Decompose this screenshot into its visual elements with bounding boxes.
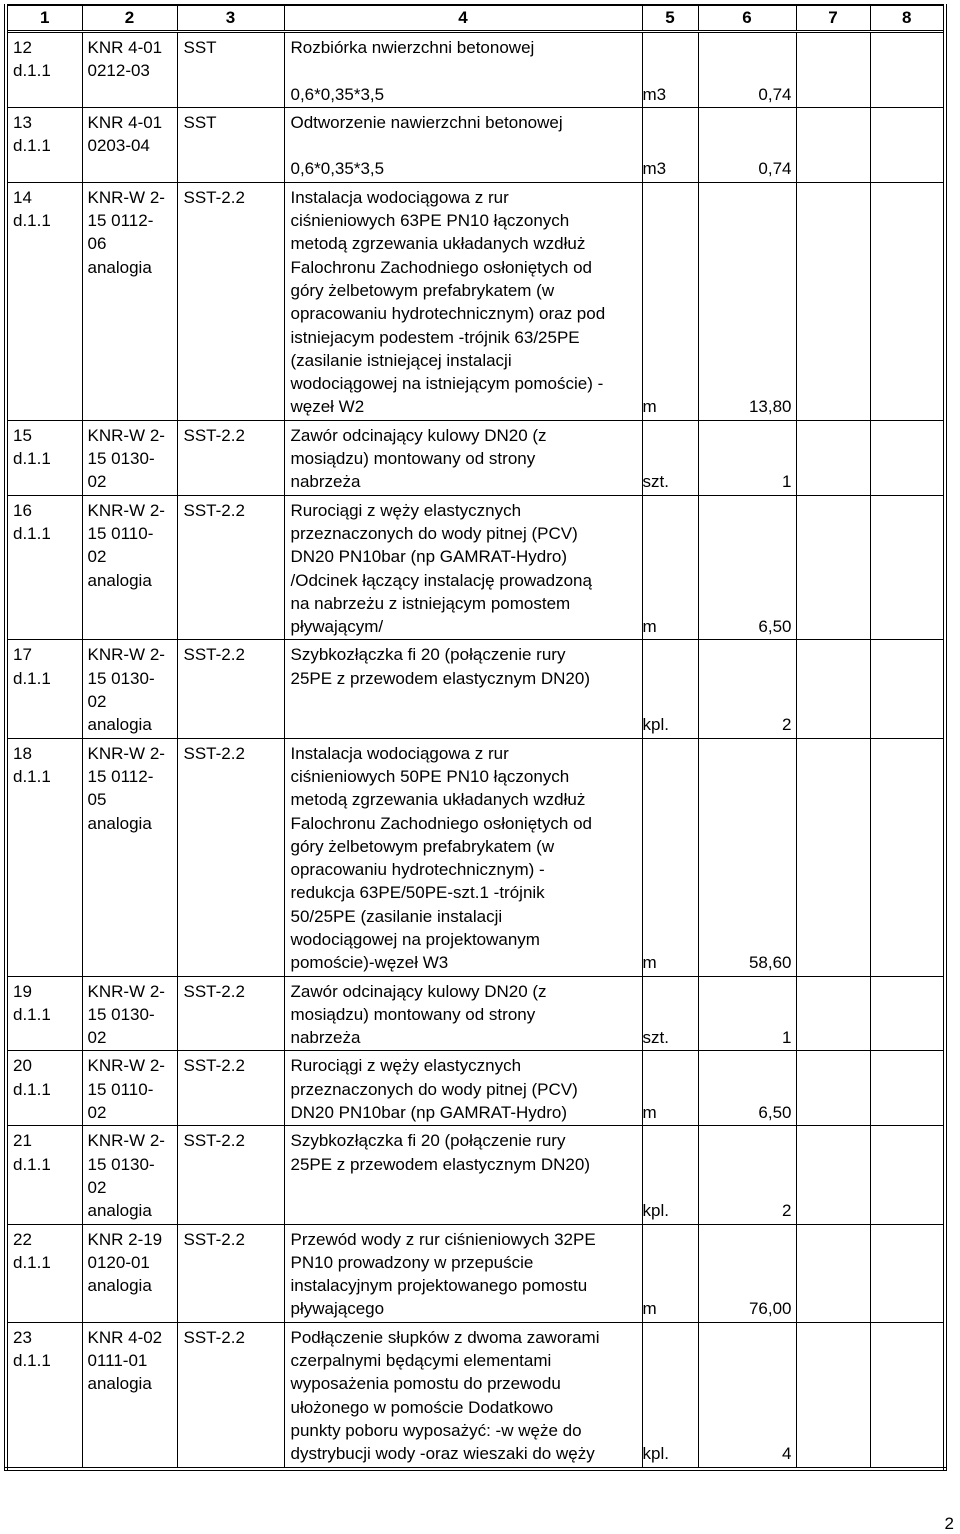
item-number: 15 d.1.1 bbox=[6, 420, 82, 495]
table-row bbox=[6, 32, 945, 108]
item-description: Przewód wody z rur ciśnieniowych 32PE PN10 prowadzony w przepuście instalacyjnym projektowanego pomostu pływającego bbox=[284, 1224, 642, 1322]
item-number: 20 d.1.1 bbox=[6, 1051, 82, 1126]
value-cell bbox=[870, 32, 945, 108]
item-description: Odtworzenie nawierzchni betonowej 0,6*0,35*3,5 bbox=[284, 107, 642, 182]
value-cell bbox=[870, 976, 945, 1051]
table-row bbox=[6, 1051, 945, 1126]
item-number: 14 d.1.1 bbox=[6, 182, 82, 420]
unit-of-measure: m bbox=[642, 495, 698, 640]
spec-code: SST-2.2 bbox=[177, 1322, 284, 1468]
spec-code: SST-2.2 bbox=[177, 976, 284, 1051]
column-header: 4 bbox=[284, 5, 642, 32]
pricing-basis: KNR 4-02 0111-01 analogia bbox=[82, 1322, 177, 1468]
column-header: 2 bbox=[82, 5, 177, 32]
page-number: 2 bbox=[944, 1514, 954, 1533]
item-description: Zawór odcinający kulowy DN20 (z mosiądzu) montowany od strony nabrzeża bbox=[284, 420, 642, 495]
item-number: 19 d.1.1 bbox=[6, 976, 82, 1051]
item-description: Szybkozłączka fi 20 (połączenie rury 25PE z przewodem elastycznym DN20) bbox=[284, 1126, 642, 1224]
item-description: Rurociągi z węży elastycznych przeznaczonych do wody pitnej (PCV) DN20 PN10bar (np GAMRAT-Hydro) /Odcinek łączący instalację prowadzoną na nabrzeżu z istniejącym pomostem pływającym/ bbox=[284, 495, 642, 640]
pricing-basis: KNR-W 2- 15 0110- 02 analogia bbox=[82, 495, 177, 640]
column-header: 8 bbox=[870, 5, 945, 32]
quantity: 0,74 bbox=[698, 107, 796, 182]
item-number: 16 d.1.1 bbox=[6, 495, 82, 640]
quantity: 58,60 bbox=[698, 738, 796, 976]
value-cell bbox=[870, 1322, 945, 1468]
pricing-basis: KNR-W 2- 15 0130- 02 analogia bbox=[82, 640, 177, 738]
table-row bbox=[6, 182, 945, 420]
quantity: 6,50 bbox=[698, 495, 796, 640]
item-number: 12 d.1.1 bbox=[6, 32, 82, 108]
unit-of-measure: kpl. bbox=[642, 1126, 698, 1224]
unit-of-measure: kpl. bbox=[642, 1322, 698, 1468]
quantity: 1 bbox=[698, 420, 796, 495]
column-number-row bbox=[6, 5, 945, 32]
item-description: Szybkozłączka fi 20 (połączenie rury 25PE z przewodem elastycznym DN20) bbox=[284, 640, 642, 738]
quantity: 0,74 bbox=[698, 32, 796, 108]
unit-price-cell bbox=[796, 420, 870, 495]
spec-code: SST-2.2 bbox=[177, 420, 284, 495]
unit-of-measure: m bbox=[642, 1224, 698, 1322]
item-number: 17 d.1.1 bbox=[6, 640, 82, 738]
spec-code: SST-2.2 bbox=[177, 1224, 284, 1322]
table-row bbox=[6, 1322, 945, 1468]
quantity: 13,80 bbox=[698, 182, 796, 420]
value-cell bbox=[870, 1224, 945, 1322]
spec-code: SST bbox=[177, 107, 284, 182]
item-number: 21 d.1.1 bbox=[6, 1126, 82, 1224]
item-number: 13 d.1.1 bbox=[6, 107, 82, 182]
pricing-basis: KNR-W 2- 15 0130- 02 analogia bbox=[82, 1126, 177, 1224]
value-cell bbox=[870, 107, 945, 182]
value-cell bbox=[870, 738, 945, 976]
column-header: 5 bbox=[642, 5, 698, 32]
table-row bbox=[6, 1224, 945, 1322]
quantity: 6,50 bbox=[698, 1051, 796, 1126]
item-description: Rurociągi z węży elastycznych przeznaczonych do wody pitnej (PCV) DN20 PN10bar (np GAMRAT-Hydro) bbox=[284, 1051, 642, 1126]
table-row bbox=[6, 1126, 945, 1224]
unit-of-measure: m bbox=[642, 738, 698, 976]
spec-code: SST-2.2 bbox=[177, 495, 284, 640]
pricing-basis: KNR 4-01 0203-04 bbox=[82, 107, 177, 182]
quantity: 2 bbox=[698, 1126, 796, 1224]
unit-price-cell bbox=[796, 976, 870, 1051]
table-row bbox=[6, 640, 945, 738]
unit-of-measure: kpl. bbox=[642, 640, 698, 738]
pricing-basis: KNR-W 2- 15 0112- 05 analogia bbox=[82, 738, 177, 976]
item-number: 23 d.1.1 bbox=[6, 1322, 82, 1468]
item-description: Rozbiórka nwierzchni betonowej 0,6*0,35*3,5 bbox=[284, 32, 642, 108]
unit-price-cell bbox=[796, 495, 870, 640]
value-cell bbox=[870, 495, 945, 640]
column-header: 6 bbox=[698, 5, 796, 32]
pricing-basis: KNR-W 2- 15 0110- 02 bbox=[82, 1051, 177, 1126]
quantity: 1 bbox=[698, 976, 796, 1051]
unit-price-cell bbox=[796, 640, 870, 738]
unit-price-cell bbox=[796, 107, 870, 182]
pricing-basis: KNR-W 2- 15 0112- 06 analogia bbox=[82, 182, 177, 420]
value-cell bbox=[870, 1051, 945, 1126]
spec-code: SST bbox=[177, 32, 284, 108]
unit-of-measure: m3 bbox=[642, 32, 698, 108]
spec-code: SST-2.2 bbox=[177, 1126, 284, 1224]
pricing-basis: KNR-W 2- 15 0130- 02 bbox=[82, 976, 177, 1051]
unit-of-measure: m3 bbox=[642, 107, 698, 182]
spec-code: SST-2.2 bbox=[177, 182, 284, 420]
quantity: 2 bbox=[698, 640, 796, 738]
column-header: 7 bbox=[796, 5, 870, 32]
table-row bbox=[6, 738, 945, 976]
column-header: 3 bbox=[177, 5, 284, 32]
item-description: Podłączenie słupków z dwoma zaworami czerpalnymi będącymi elementami wyposażenia pomostu do przewodu ułożonego w pomoście Dodatkowo punkty poboru wyposażyć: -w węże do dystrybucji wody -oraz wieszaki do węży bbox=[284, 1322, 642, 1468]
table-row bbox=[6, 976, 945, 1051]
unit-of-measure: szt. bbox=[642, 420, 698, 495]
unit-price-cell bbox=[796, 1224, 870, 1322]
value-cell bbox=[870, 640, 945, 738]
unit-of-measure: m bbox=[642, 1051, 698, 1126]
spec-code: SST-2.2 bbox=[177, 738, 284, 976]
spec-code: SST-2.2 bbox=[177, 640, 284, 738]
value-cell bbox=[870, 182, 945, 420]
pricing-basis: KNR 4-01 0212-03 bbox=[82, 32, 177, 108]
item-number: 18 d.1.1 bbox=[6, 738, 82, 976]
quantity: 76,00 bbox=[698, 1224, 796, 1322]
cost-estimate-table bbox=[4, 4, 947, 1471]
quantity: 4 bbox=[698, 1322, 796, 1468]
item-description: Instalacja wodociągowa z rur ciśnieniowych 63PE PN10 łączonych metodą zgrzewania układanych wzdłuż Falochronu Zachodniego osłoniętych od góry żelbetowym prefabrykatem (w opracowaniu hydrotechnicznym) oraz pod istniejacym podestem -trójnik 63/25PE (zasilanie istniejącej instalacji wodociągowej na istniejącym pomoście) - węzeł W2 bbox=[284, 182, 642, 420]
cost-estimate-sheet bbox=[4, 4, 943, 1471]
unit-price-cell bbox=[796, 32, 870, 108]
unit-of-measure: szt. bbox=[642, 976, 698, 1051]
unit-price-cell bbox=[796, 1051, 870, 1126]
table-row bbox=[6, 107, 945, 182]
table-row bbox=[6, 420, 945, 495]
column-header: 1 bbox=[6, 5, 82, 32]
unit-price-cell bbox=[796, 1322, 870, 1468]
unit-price-cell bbox=[796, 1126, 870, 1224]
value-cell bbox=[870, 420, 945, 495]
spec-code: SST-2.2 bbox=[177, 1051, 284, 1126]
table-row bbox=[6, 495, 945, 640]
unit-of-measure: m bbox=[642, 182, 698, 420]
item-description: Zawór odcinający kulowy DN20 (z mosiądzu) montowany od strony nabrzeża bbox=[284, 976, 642, 1051]
pricing-basis: KNR-W 2- 15 0130- 02 bbox=[82, 420, 177, 495]
unit-price-cell bbox=[796, 182, 870, 420]
pricing-basis: KNR 2-19 0120-01 analogia bbox=[82, 1224, 177, 1322]
item-number: 22 d.1.1 bbox=[6, 1224, 82, 1322]
item-description: Instalacja wodociągowa z rur ciśnieniowych 50PE PN10 łączonych metodą zgrzewania układanych wzdłuż Falochronu Zachodniego osłoniętych od góry żelbetowym prefabrykatem (w opracowaniu hydrotechnicznym) - redukcja 63PE/50PE-szt.1 -trójnik 50/25PE (zasilanie instalacji wodociągowej na projektowanym pomoście)-węzeł W3 bbox=[284, 738, 642, 976]
unit-price-cell bbox=[796, 738, 870, 976]
value-cell bbox=[870, 1126, 945, 1224]
